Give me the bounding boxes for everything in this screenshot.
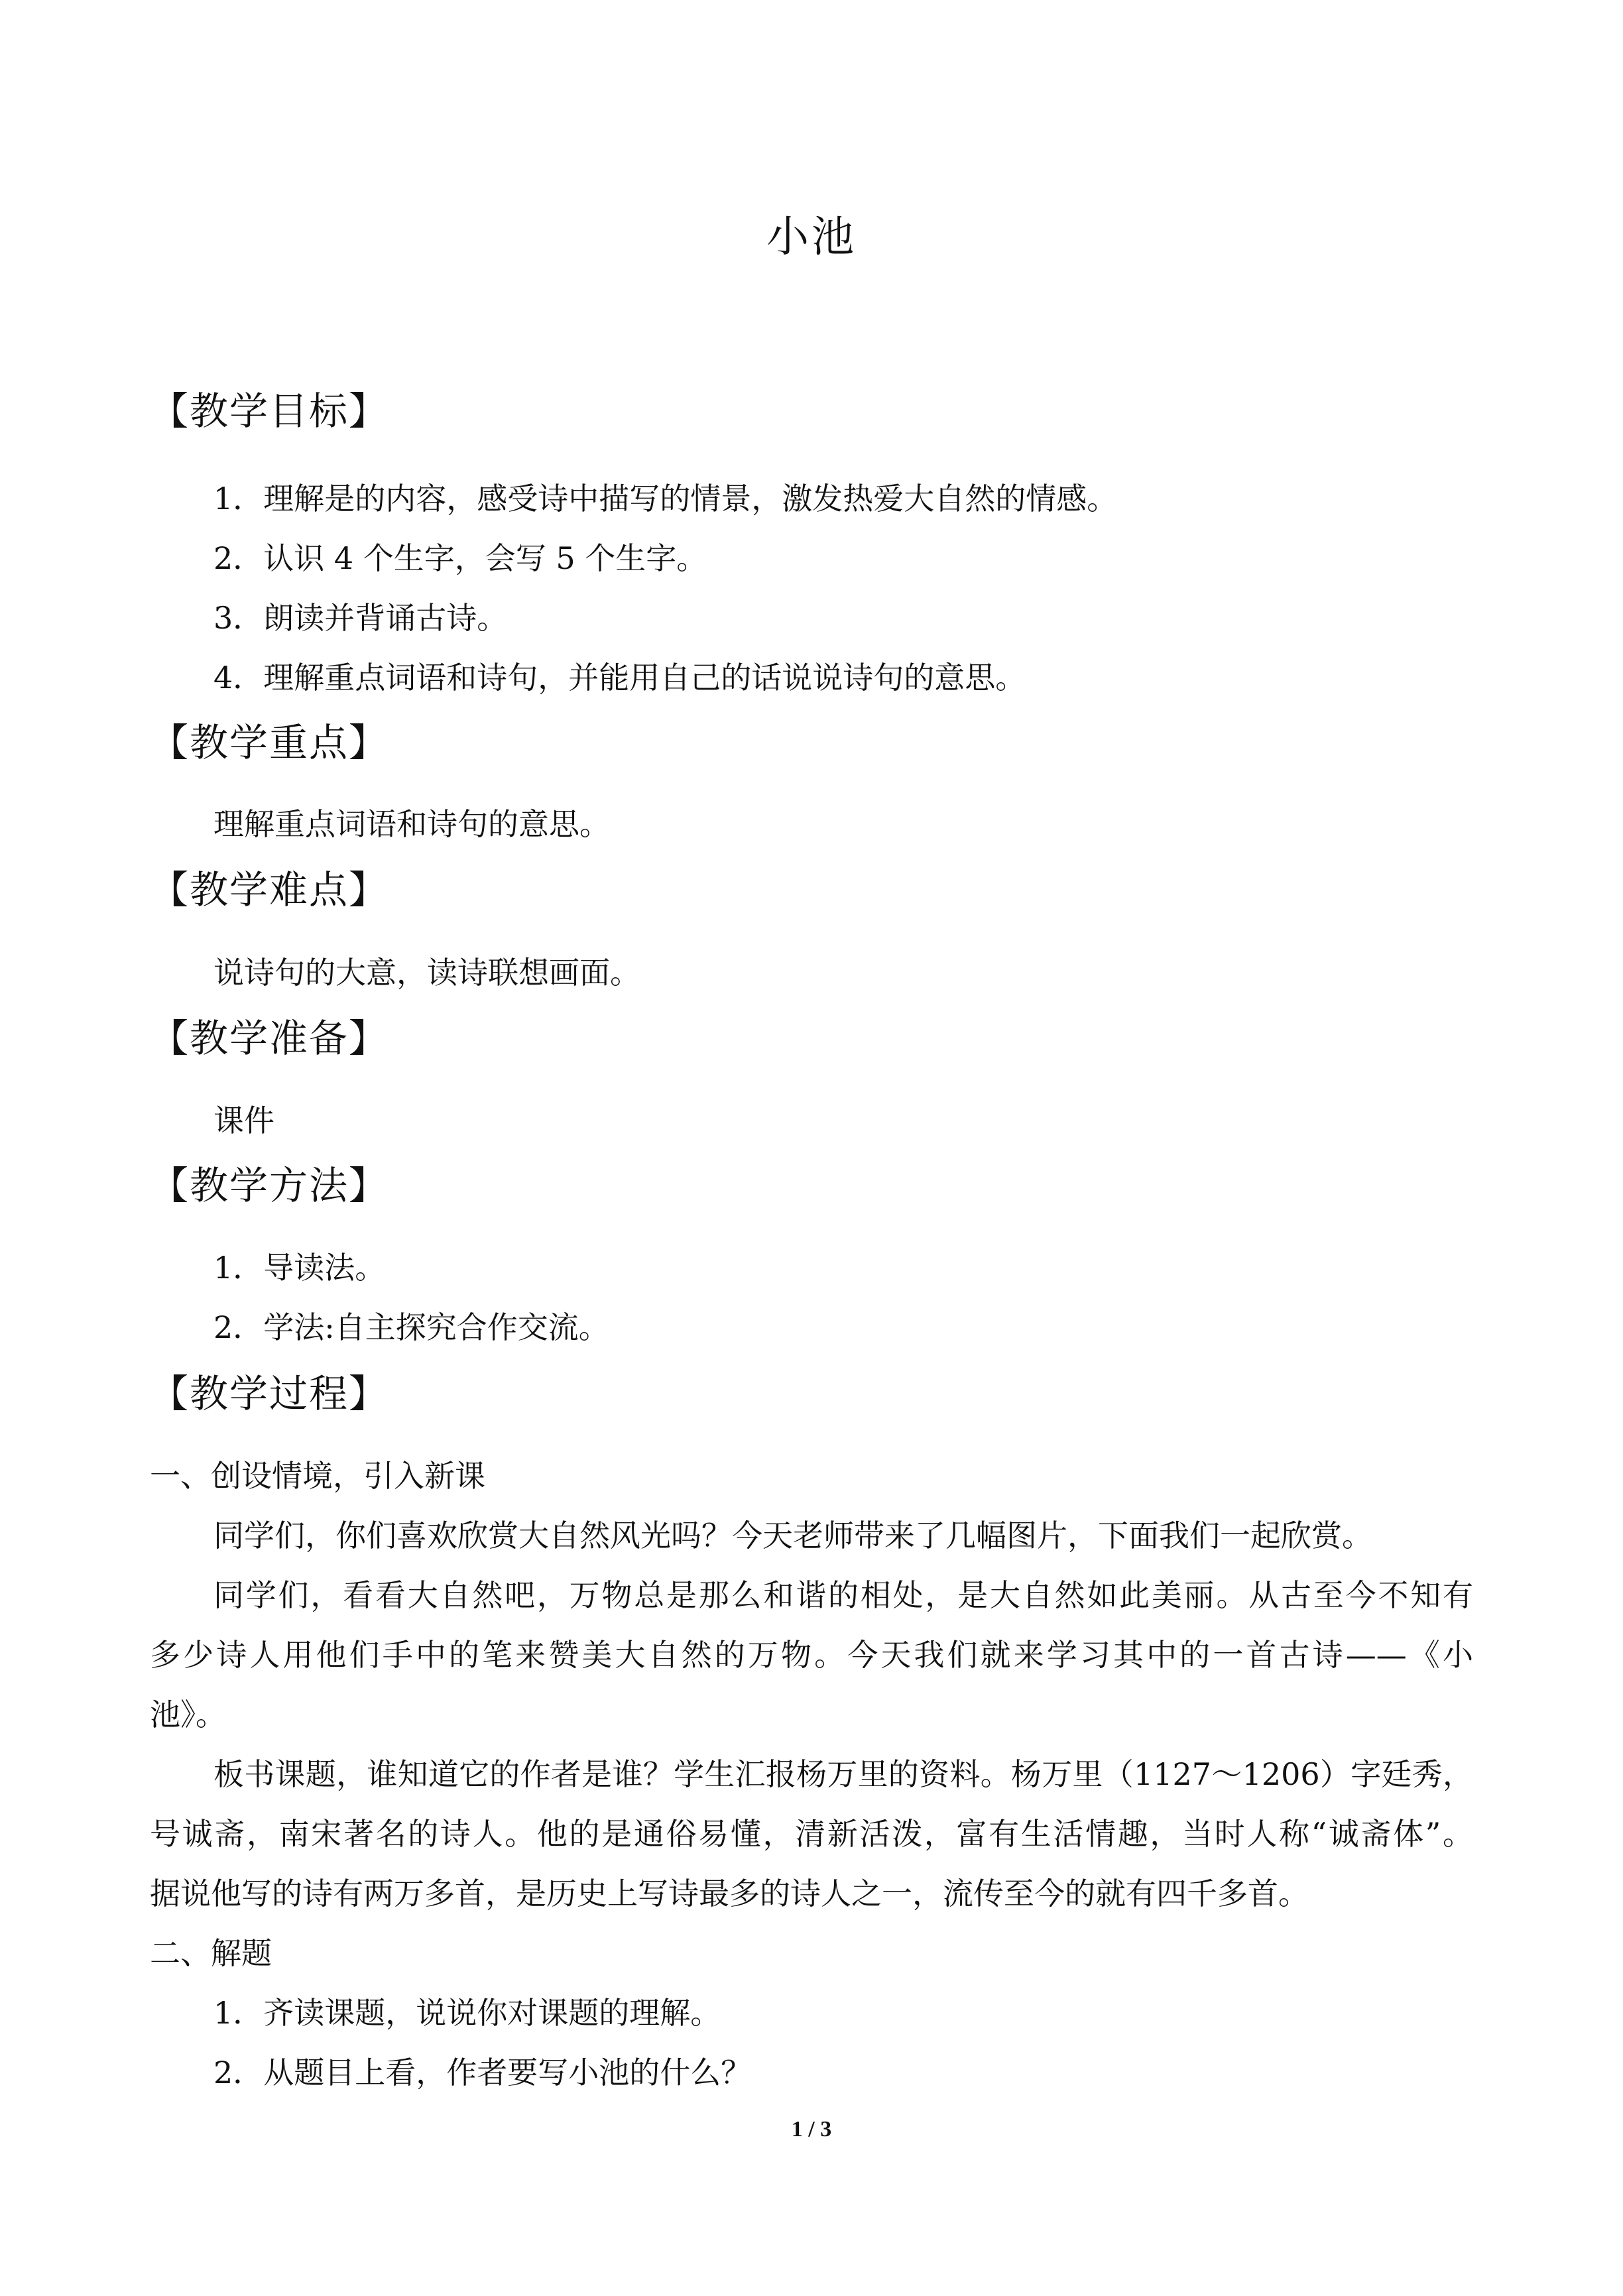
objective-item-3: 3．朗读并背诵古诗。	[213, 600, 508, 636]
heading-objectives: 【教学目标】	[150, 389, 389, 434]
heading-key-points: 【教学重点】	[150, 720, 389, 765]
process-part1-paragraph-2-line-3: 池》。	[150, 1697, 226, 1732]
page-title: 小池	[766, 213, 857, 262]
process-part1-paragraph-2-line-2: 多少诗人用他们手中的笔来赞美大自然的万物。今天我们就来学习其中的一首古诗——《小	[150, 1637, 1473, 1673]
objective-item-1: 1．理解是的内容，感受诗中描写的情景，激发热爱大自然的情感。	[213, 481, 1118, 516]
process-part2-title: 二、解题	[150, 1935, 272, 1971]
process-part2-item-2: 2．从题目上看，作者要写小池的什么？	[213, 2055, 752, 2090]
process-part1-paragraph-2-line-1: 同学们，看看大自然吧，万物总是那么和谐的相处，是大自然如此美丽。从古至今不知有	[213, 1577, 1473, 1613]
heading-methods: 【教学方法】	[150, 1163, 389, 1208]
page-number: 1 / 3	[791, 2117, 832, 2142]
process-part1-paragraph-3-line-3: 据说他写的诗有两万多首，是历史上写诗最多的诗人之一，流传至今的就有四千多首。	[150, 1876, 1309, 1911]
process-part2-item-1: 1．齐读课题，说说你对课题的理解。	[213, 1995, 721, 2031]
process-part1-paragraph-1: 同学们，你们喜欢欣赏大自然风光吗？今天老师带来了几幅图片，下面我们一起欣赏。	[213, 1518, 1372, 1553]
process-part1-paragraph-3-line-1: 板书课题，谁知道它的作者是谁？学生汇报杨万里的资料。杨万里（1127～1206）字廷秀，	[213, 1756, 1473, 1792]
process-part1-paragraph-3-line-2: 号诚斋，南宋著名的诗人。他的是通俗易懂，清新活泼，富有生活情趣，当时人称“诚斋体”。	[150, 1816, 1473, 1852]
difficulties-text: 说诗句的大意，读诗联想画面。	[213, 955, 640, 991]
method-item-1: 1．导读法。	[213, 1250, 386, 1286]
objective-item-4: 4．理解重点词语和诗句，并能用自己的话说说诗句的意思。	[213, 660, 1026, 695]
key-points-text: 理解重点词语和诗句的意思。	[213, 806, 610, 842]
objective-item-2: 2．认识 4 个生字，会写 5 个生字。	[213, 540, 707, 576]
process-part1-title: 一、创设情境，引入新课	[150, 1458, 485, 1494]
preparation-text: 课件	[213, 1103, 274, 1138]
heading-process: 【教学过程】	[150, 1371, 389, 1416]
heading-preparation: 【教学准备】	[150, 1016, 389, 1061]
heading-difficulties: 【教学难点】	[150, 867, 389, 912]
method-item-2: 2．学法:自主探究合作交流。	[213, 1309, 609, 1345]
